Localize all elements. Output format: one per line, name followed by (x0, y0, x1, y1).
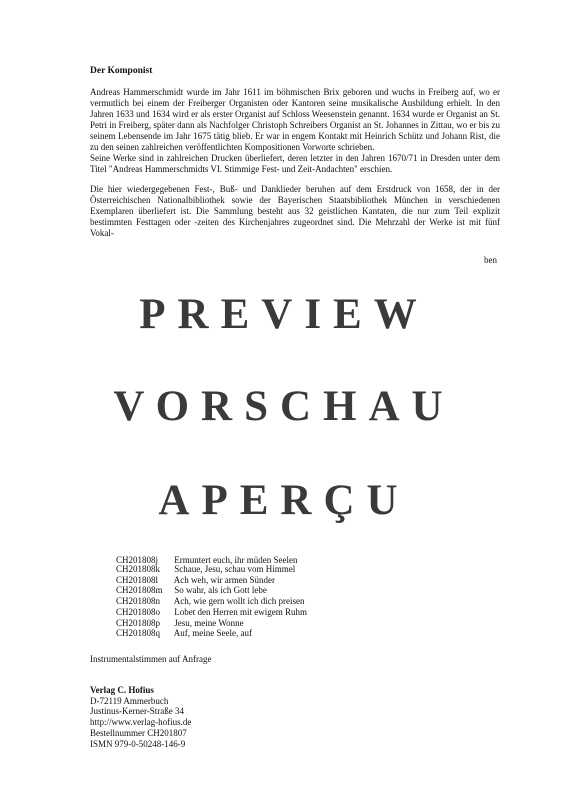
song-code: CH201808q (116, 628, 161, 639)
song-title: Lobet den Herren mit ewigem Ruhm (174, 606, 307, 617)
song-code: CH201808o (116, 606, 161, 617)
works-paragraph: Seine Werke sind in zahlreichen Drucken überliefert, deren letzter in den Jahren 1670/71 in Dresden unter dem Titel "Andreas Hammerschmidts VI. Stimmige Fest- und Zeit-Andachten" erschien. (90, 153, 500, 174)
song-code: CH201808m (116, 585, 163, 596)
song-title: Schaue, Jesu, schau vom Himmel (174, 564, 296, 574)
preview-watermark (86, 246, 482, 564)
song-title: Ach, wie gern wollt ich dich preisen (173, 596, 305, 607)
publisher-street: Justinus-Kerner-Straße 34 (90, 706, 185, 717)
list-item (116, 607, 307, 618)
list-item (116, 564, 307, 575)
instrumental-note: Instrumentalstimmen auf Anfrage (90, 654, 212, 664)
list-item (116, 575, 307, 586)
song-code: CH201808n (116, 596, 161, 607)
composer-biography (90, 87, 500, 248)
song-code: CH201808p (116, 617, 161, 628)
partial-text-fragment: ben (484, 255, 497, 265)
section-heading: Der Komponist (90, 66, 153, 76)
list-item (116, 628, 307, 639)
song-list (116, 555, 307, 639)
publisher-name: Verlag C. Hofius (90, 685, 154, 695)
order-number: Bestellnummer CH201807 (90, 727, 187, 738)
list-item (116, 618, 307, 629)
song-title: So wahr, als ich Gott lebe (174, 585, 267, 596)
preview-word-de: VORSCHAU (113, 383, 455, 430)
preview-word-fr: APERÇU (158, 477, 410, 524)
publisher-postal: D-72119 Ammerbuch (90, 695, 169, 706)
list-item (116, 596, 307, 607)
ismn-number: ISMN 979-0-50248-146-9 (90, 738, 186, 749)
publisher-website: http://www.verlag-hofius.de (90, 717, 192, 728)
song-title: Jesu, meine Wonne (174, 617, 244, 628)
song-title: Auf, meine Seele, auf (173, 628, 252, 639)
list-item: CH201808j Ermuntert euch, ihr müden Seelen (116, 555, 298, 565)
preview-word-en: PREVIEW (139, 291, 429, 338)
song-title: Ermuntert euch, ihr müden Seelen (174, 555, 298, 565)
list-item (116, 585, 307, 596)
biography-paragraph: Andreas Hammerschmidt wurde im Jahr 1611 im böhmischen Brix geboren und wuchs in Freiberg auf, wo er vermutlich bei einem der Freiberger Organisten oder Kantoren seine musikalische Ausbildung erhielt. In den Jahren 1633 und 1634 wird er als erster Organist auf Schloss Weesenstein genannt. 1634 wurde er Organist an St. Petri in Freiberg, später dann als Nachfolger Christoph Schreibers Organist an St. Johannes in Zittau, wo er bis zu seinem Lebensende im Jahr 1675 tätig blieb. Er war in engem Kontakt mit Heinrich Schütz und Johann Rist, die zu den seinen zahlreichen veröffentlichten Kompositionen Vorworte schrieben. (90, 87, 500, 152)
song-code: CH201808l (116, 574, 159, 585)
song-code: CH201808k (116, 564, 161, 574)
collection-paragraph: Die hier wiedergegebenen Fest-, Buß- und Danklieder beruhen auf dem Erstdruck von 1658, der in der Österreichischen Nationalbibliothek sowie der Bayerischen Staatsbibliothek München in verschiedenen Exemplaren überliefert ist. Die Sammlung besteht aus 32 geistlichen Kantaten, die nur zum Teil explizit bestimmten Festtagen oder -zeiten des Kirchenjahres zugeordnet sind. Die Mehrzahl der Werke ist mit fünf Vokal- (90, 184, 500, 238)
song-title: Ach weh, wir armen Sünder (173, 574, 275, 585)
publisher-block (90, 685, 191, 749)
